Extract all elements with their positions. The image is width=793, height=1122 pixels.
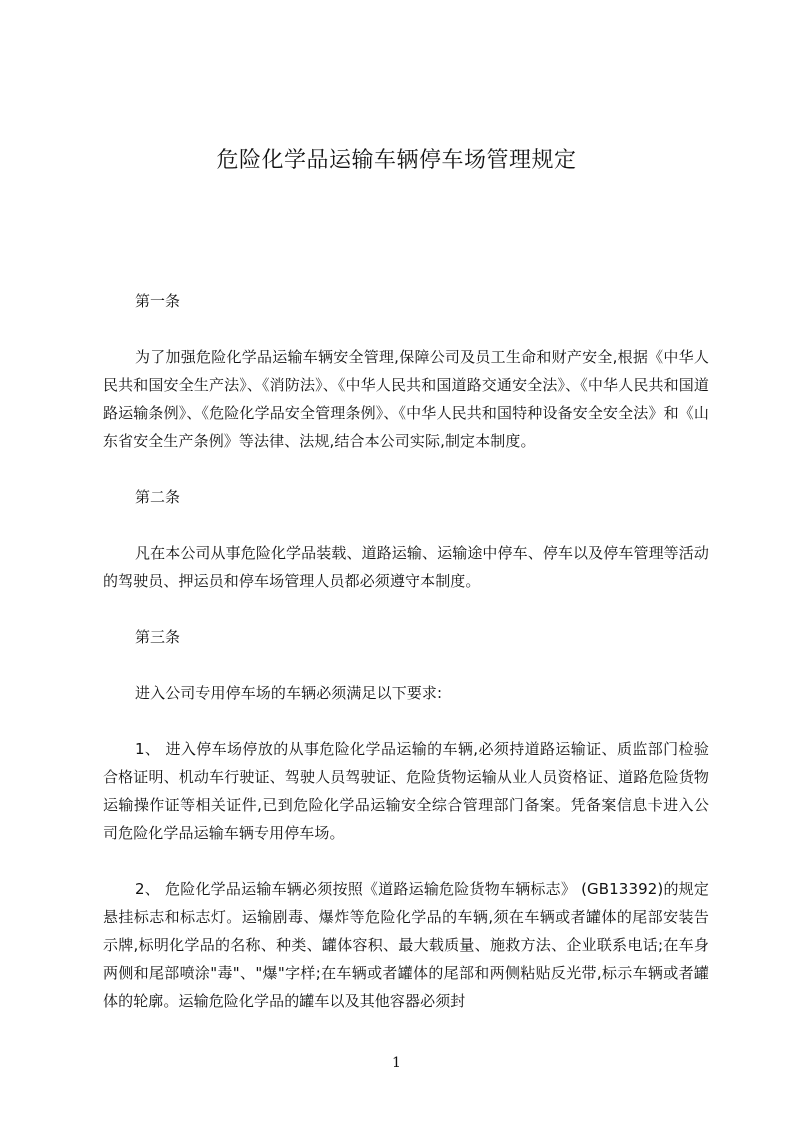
article-1-heading: 第一条 [135,292,181,310]
article-1-paragraph: 为了加强危险化学品运输车辆安全管理,保障公司及员工生命和财产安全,根据《中华人民共和国安全生产法》、《消防法》、《中华人民共和国道路交通安全法》、《中华人民共和国道路运输条例》、《危险化学品安全管理条例》、《中华人民共和国特种设备安全安全法》和《山东省安全生产条例》等法律、法规,结合本公司实际,制定本制度。 [103,348,709,450]
document-title: 危险化学品运输车辆停车场管理规定 [216,148,577,173]
article-3-item-2: 2、 危险化学品运输车辆必须按照《道路运输危险货物车辆标志》 (GB13392)的规定悬挂标志和标志灯。运输剧毒、爆炸等危险化学品的车辆,须在车辆或者罐体的尾部安装告示牌,标明化学品的名称、种类、罐体容积、最大载质量、施救方法、企业联系电话;在车身两侧和尾部喷涂"毒"、"爆"字样;在车辆或者罐体的尾部和两侧粘贴反光带,标示车辆或者罐体的轮廓。运输危险化学品的罐车以及其他容器必须封 [103,880,709,1010]
article-3-item-1: 1、 进入停车场停放的从事危险化学品运输的车辆,必须持道路运输证、质监部门检验合格证明、机动车行驶证、驾驶人员驾驶证、危险货物运输从业人员资格证、道路危险货物运输操作证等相关证件,已到危险化学品运输安全综合管理部门备案。凭备案信息卡进入公司危险化学品运输车辆专用停车场。 [103,740,709,842]
article-3-intro: 进入公司专用停车场的车辆必须满足以下要求: [135,684,443,702]
article-2-paragraph: 凡在本公司从事危险化学品装载、道路运输、运输途中停车、停车以及停车管理等活动的驾驶员、押运员和停车场管理人员都必须遵守本制度。 [103,544,709,590]
page-number: 1 [392,1055,401,1071]
article-2-heading: 第二条 [135,488,181,506]
document-body [103,287,709,1015]
article-3-heading: 第三条 [135,628,181,646]
